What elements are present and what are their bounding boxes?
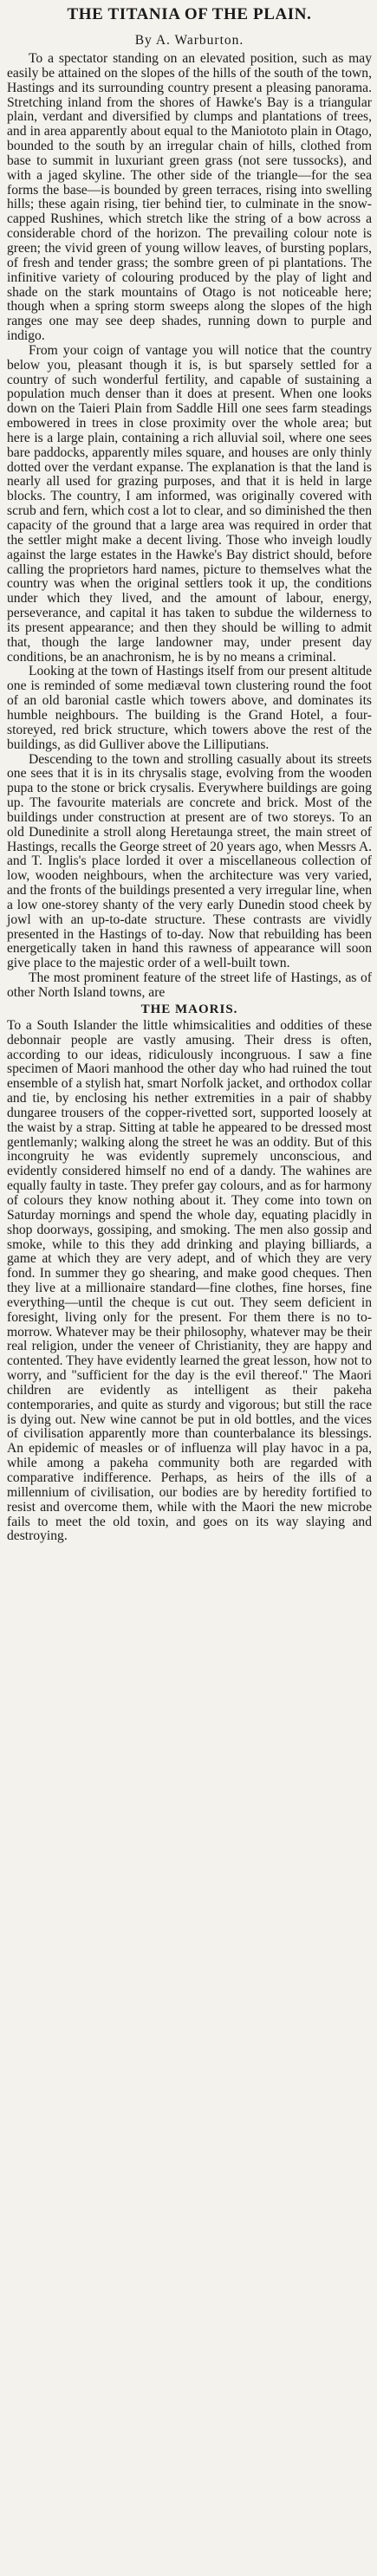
article-title: THE TITANIA OF THE PLAIN. <box>67 5 312 23</box>
article-byline: By A. Warburton. <box>134 33 244 48</box>
paragraph-panorama: To a spectator standing on an elevated position, such as may easily be attained on the slopes of the hills of the south of the town, Hastings and its surrounding country present a pleasing panorama. Stretching inland from the shores of Hawke's Bay is a triangular plain, verdant and diversified by clumps and plantations of trees, and in area apparently about equal to the Maniototo plain in Otago, bounded to the south by an irregular chain of hills, clothed from base to summit in luxuriant green grass (not sere tussocks), and with a jaged skyline. The other side of the triangle—for the sea forms the base—is bounded by green terraces, rising into swelling hills; these again rising, tier behind tier, to culminate in the snow-capped Rushines, which stretch like the string of a bow across a considerable chord of the horizon. The prevailing colour note is green; the vivid green of young willow leaves, of bursting poplars, of fresh and tender grass; the sombre green of pi plantations. The infinitive variety of colouring produced by the play of light and shade on the stark mountains of Otago is not noticeable here; though when a spring storm sweeps along the slopes of the high ranges one may see deep shades, running down to purple and indigo. <box>7 51 372 344</box>
paragraph-streets: Descending to the town and strolling casually about its streets one sees that it is in its chrysalis stage, evolving from the wooden pupa to the stone or brick crysalis. Everywhere buildings are going up. The favourite materials are concrete and brick. Most of the buildings under construction at present are of two storeys. To an old Dunedinite a stroll along Heretaunga street, the main street of Hastings, recalls the George street of 20 years ago, when Messrs A. and T. Inglis's place lorded it over a miscellaneous collection of low, wooden neighbours, when the architecture was very varied, and the fronts of the buildings presented a very irregular line, when a low one-storey shanty of the very early Dunedin stood cheek by jowl with an up-to-date structure. These contrasts are vividly presented in the Hastings of to-day. Now that rebuilding has been energetically taken in hand this rawness of appearance will soon give place to the majestic order of a well-built town. <box>7 751 372 971</box>
article-body <box>7 52 372 1001</box>
paragraph-maoris: To a South Islander the little whimsicalities and oddities of these debonnair people are vastly amusing. Their dress is often, according to our ideas, ridiculously incongruous. I saw a fine specimen of Maori manhood the other day who had ruined the tout ensemble of a stylish hat, smart Norfolk jacket, and orthodox collar and tie, by enclosing his nether extremities in a pair of shabby dungaree trousers of the copper-rivetted sort, supported loosely at the waist by a strap. Sitting at table he appeared to be dressed most gentlemanly; walking along the street he was an oddity. But of this incongruity he was evidently supremely unconscious, and evidently considered himself no end of a dandy. The wahines are equally faulty in taste. They prefer gay colours, and as for harmony of colours they know nothing about it. They come into town on Saturday mornings and spend the whole day, equating placidly in shop doorways, gossiping, and smoking. The men also gossip and smoke, while to this they add drinking and playing billiards, a game at which they are very adept, and of which they are very fond. In summer they go shearing, and make good cheques. Then they live at a millionaire standard—fine clothes, fine horses, fine everything—until the cheque is cut out. They seem deficient in foresight, living only for the present. For them there is no to-morrow. Whatever may be their philosophy, whatever may be their real religion, under the veneer of Christianity, they are happy and contented. They have evidently learned the great lesson, how not to worry, and "sufficient for the day is the evil thereof." The Maori children are evidently as intelligent as their pakeha contemporaries, and quite as sturdy and vigorous; but still the race is dying out. New wine cannot be put in old bottles, and the vices of civilisation apparently more than counterbalance its blessings. An epidemic of measles or of influenza will play havoc in a pa, while among a pakeha community both are regarded with comparative indifference. Perhaps, as heirs of the ills of a millennium of civilisation, our bodies are by heredity fortified to resist and overcome them, while with the Maori the new microbe fails to meet the old toxin, and goes on its way slaying and destroying. <box>7 1017 372 1544</box>
paragraph-street-life: The most prominent feature of the street life of Hastings, as of other North Island towns, are <box>7 970 372 1000</box>
section-body <box>7 1019 372 1544</box>
paragraph-settlement: From your coign of vantage you will notice that the country below you, pleasant though it is, is but sparsely settled for a country of such wonderful fertility, and capable of sustaining a population much denser than it does at present. When one looks down on the Taieri Plain from Saddle Hill one sees farm steadings embowered in trees in close proximity over the whole area; but here is a large plain, containing a rich alluvial soil, where one sees bare paddocks, apparently miles square, and houses are only thinly dotted over the verdant expanse. The explanation is that the land is nearly all used for grazing purposes, and that it is held in large blocks. The country, I am informed, was originally covered with scrub and fern, which cost a lot to clear, and so diminished the then capacity of the ground that a large area was required in order that the settler might make a decent living. Those who inveigh loudly against the large estates in the Hawke's Bay district should, before calling the proprietors hard names, picture to themselves what the country was when the original settlers took it up, the conditions under which they lived, and the amount of labour, energy, perseverance, and capital it has taken to subdue the wilderness to its present appearance; and then they should be willing to admit that, though the large landowner may, under present day conditions, be an anachronism, he is by no means a criminal. <box>7 342 372 665</box>
paragraph-town-view: Looking at the town of Hastings itself from our present altitude one is reminded of some mediæval town clustering round the foot of an old baronial castle which towers above, and dominates its humble neighbours. The building is the Grand Hotel, a four-storeyed, red brick structure, which towers above the rest of the buildings, as did Gulliver above the Lilliputians. <box>7 664 372 752</box>
section-heading: THE MAORIS. <box>140 1002 238 1016</box>
